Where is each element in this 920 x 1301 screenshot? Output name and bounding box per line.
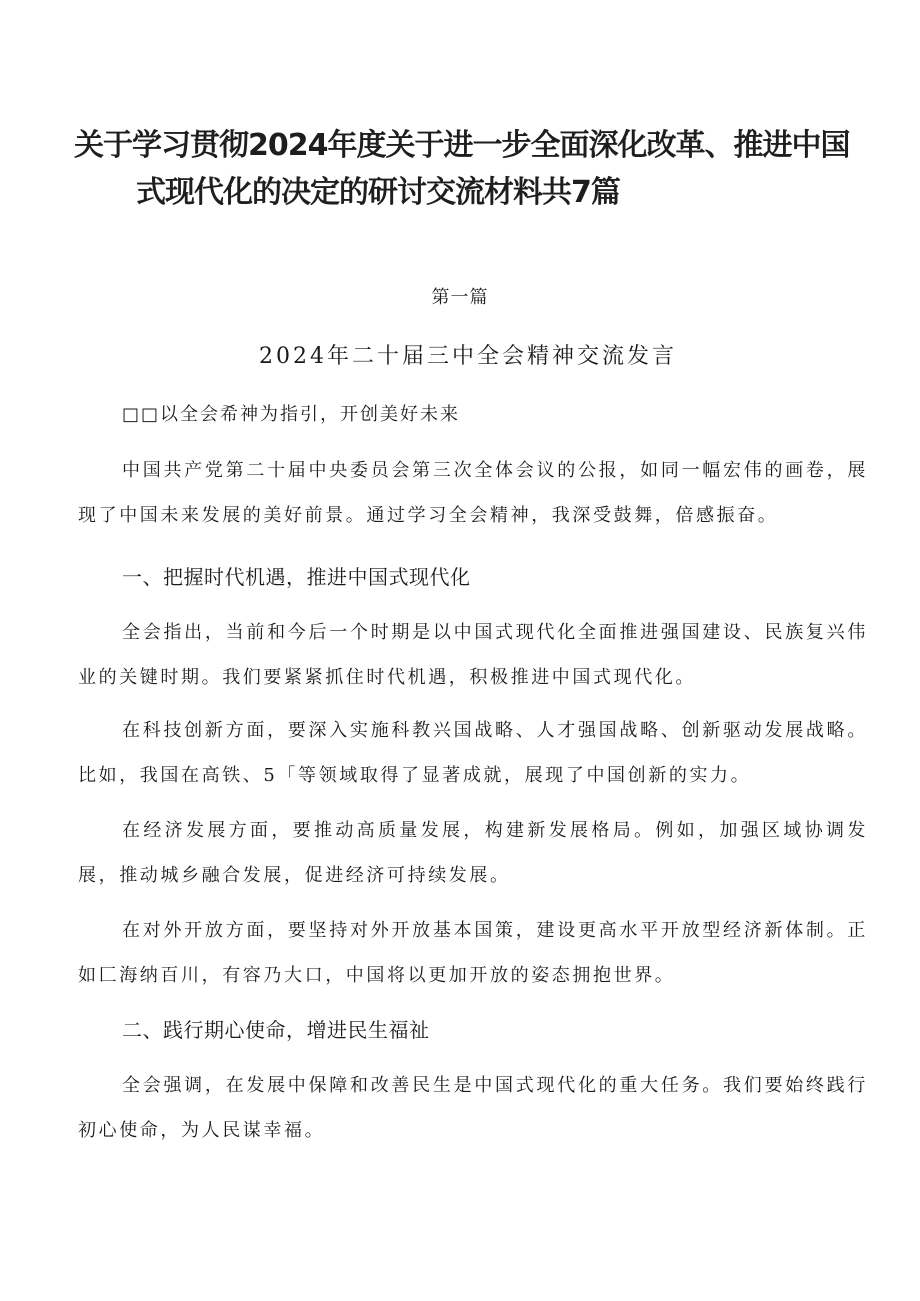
section-heading-1: 一、把握时代机遇，推进中国式现代化 xyxy=(122,565,471,589)
document-title-line-2: 式现代化的决定的研讨交流材料共7篇 xyxy=(136,175,620,210)
body-paragraph: 在科技创新方面，要深入实施科教兴国战略、人才强国战略、创新驱动发展战略。比如，我国在高铁、5「等领域取得了显著成就，展现了中国创新的实力。 xyxy=(78,720,868,786)
document-title-line-1: 关于学习贯彻2024年度关于进一步全面深化改革、推进中国 xyxy=(74,128,850,163)
document-title xyxy=(40,122,880,216)
section-label: 第一篇 xyxy=(431,287,489,308)
body-paragraph: 在对外开放方面，要坚持对外开放基本国策，建设更高水平开放型经济新体制。正如匚海纳百川，有容乃大口，中国将以更加开放的姿态拥抱世界。 xyxy=(78,920,868,986)
body-paragraph: 全会强调，在发展中保障和改善民生是中国式现代化的重大任务。我们要始终践行初心使命，为人民谋幸福。 xyxy=(78,1075,868,1141)
speech-title: 2024年二十届三中全会精神交流发言 xyxy=(259,344,677,369)
body-paragraph: 在经济发展方面，要推动高质量发展，构建新发展格局。例如，加强区域协调发展，推动城乡融合发展，促进经济可持续发展。 xyxy=(78,820,868,886)
body-paragraph: 全会指出，当前和今后一个时期是以中国式现代化全面推进强国建设、民族复兴伟业的关键时期。我们要紧紧抓住时代机遇，积极推进中国式现代化。 xyxy=(78,622,868,688)
section-heading-2: 二、践行期心使命，增进民生福祉 xyxy=(122,1018,430,1042)
intro-paragraph: 中国共产党第二十届中央委员会第三次全体会议的公报，如同一幅宏伟的画卷，展现了中国未来发展的美好前景。通过学习全会精神，我深受鼓舞，倍感振奋。 xyxy=(78,460,868,526)
speech-subtitle: □□以全会希神为指引，开创美好未来 xyxy=(122,404,461,425)
